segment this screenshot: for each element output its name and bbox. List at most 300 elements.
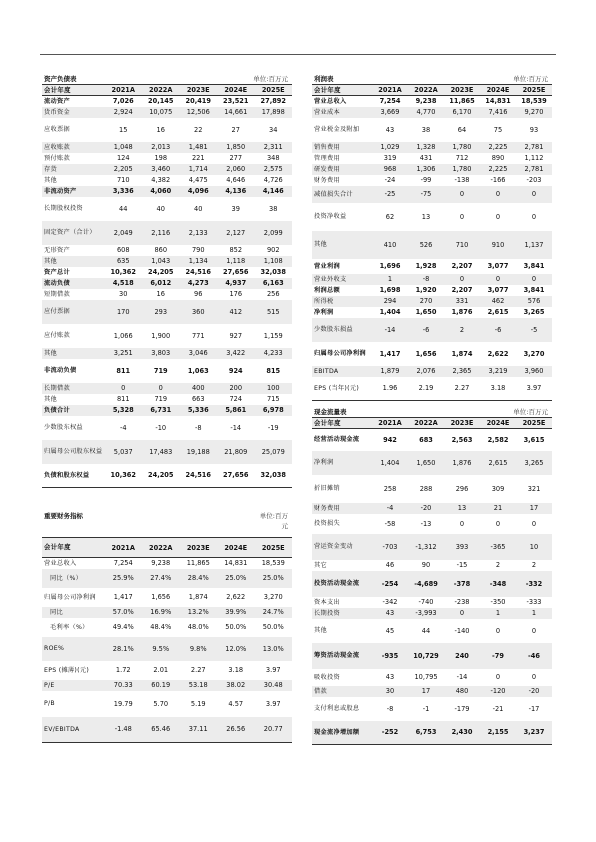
row-value: 771 — [191, 331, 205, 340]
table-row — [42, 717, 292, 743]
row-value: -8 — [386, 704, 394, 713]
row-value: 2,615 — [488, 458, 508, 467]
table-row — [312, 475, 552, 503]
row-value: 2.19 — [408, 377, 444, 401]
row-value: 5,861 — [225, 406, 247, 414]
row-value: 7,026 — [112, 97, 134, 106]
row-value: 15 — [119, 125, 128, 134]
row-value: -8 — [422, 275, 430, 283]
row-value: 40 — [156, 204, 165, 213]
row-value: 1,417 — [379, 349, 401, 358]
year-header: 2025E — [516, 85, 552, 96]
table-row — [312, 259, 552, 274]
row-value: 1,780 — [452, 143, 472, 151]
row-value: -21 — [492, 704, 504, 713]
row-label: EBITDA — [314, 367, 339, 375]
row-value: 93 — [529, 125, 539, 134]
row-value: 1,874 — [188, 593, 208, 601]
row-value: -254 — [381, 579, 399, 588]
row-value: 37.11 — [180, 717, 218, 743]
row-value: 1,876 — [451, 308, 473, 316]
row-value: 6,163 — [262, 279, 284, 287]
row-value: 0 — [531, 519, 537, 528]
table-row — [312, 597, 552, 608]
row-value: 852 — [229, 246, 243, 254]
table-row — [312, 107, 552, 118]
row-value: 24.7% — [262, 608, 284, 616]
row-value: 57.0% — [112, 608, 134, 616]
row-value: -19 — [267, 423, 279, 432]
table-row — [42, 300, 292, 324]
row-value: -14 — [384, 325, 396, 334]
row-label: 借款 — [314, 687, 327, 695]
table-row — [42, 153, 292, 164]
row-value: 90 — [421, 561, 431, 569]
table-row — [42, 221, 292, 245]
row-value: 3,219 — [488, 367, 508, 375]
table-row — [312, 686, 552, 697]
row-value: 30 — [385, 687, 395, 695]
row-label: 流动资产 — [44, 97, 70, 105]
row-value: -24 — [384, 176, 396, 184]
row-value: 902 — [266, 246, 280, 254]
row-value: 2,582 — [487, 435, 509, 444]
row-value: -252 — [372, 721, 408, 745]
row-value: 4,096 — [187, 187, 209, 195]
row-label: 资产总计 — [44, 268, 70, 276]
row-value: -935 — [381, 651, 399, 660]
row-label: 营业总收入 — [314, 97, 347, 105]
row-value: 3,960 — [524, 367, 544, 375]
row-value: 724 — [229, 395, 243, 403]
row-value: 44 — [119, 204, 128, 213]
row-value: 3,046 — [188, 349, 208, 357]
row-value: 27 — [231, 125, 240, 134]
table-row — [42, 324, 292, 348]
row-label: 其他 — [44, 395, 57, 403]
row-value: 39 — [231, 204, 240, 213]
row-value: 1,879 — [380, 367, 400, 375]
row-value: 49.4% — [112, 623, 134, 631]
table-header-row — [312, 85, 552, 96]
year-header: 2025E — [255, 85, 293, 96]
row-label: 负债和股东权益 — [42, 464, 105, 488]
row-value: 2.27 — [444, 377, 480, 401]
row-value: 2.01 — [153, 666, 169, 674]
row-label: 吸收投资 — [314, 673, 340, 681]
table-row — [312, 697, 552, 721]
row-value: -138 — [454, 176, 470, 184]
row-value: -350 — [490, 598, 506, 606]
row-value: 10,075 — [149, 108, 173, 116]
year-header: 2024E — [480, 85, 516, 96]
row-value: 526 — [419, 240, 433, 249]
row-value: 96 — [194, 290, 203, 298]
table-row — [312, 186, 552, 203]
table-row — [42, 607, 292, 618]
row-value: -703 — [382, 542, 398, 551]
row-value: 7,416 — [488, 108, 508, 116]
row-label: 现金流净增加额 — [312, 721, 372, 745]
row-value: 5,336 — [187, 406, 209, 414]
table-row — [42, 464, 292, 488]
row-value: 4,146 — [262, 187, 284, 195]
row-value: 18,539 — [521, 97, 547, 106]
row-label: P/E — [44, 681, 55, 689]
year-header: 2022A — [142, 85, 180, 96]
row-value: 4,273 — [187, 279, 209, 287]
row-value: 2,155 — [480, 721, 516, 745]
row-value: 815 — [266, 366, 281, 375]
row-value: 811 — [116, 366, 131, 375]
row-value: 9,238 — [415, 97, 437, 106]
row-value: 2,924 — [113, 108, 133, 116]
table-row — [42, 278, 292, 289]
row-value: -14 — [230, 423, 242, 432]
row-value: 1,656 — [415, 349, 437, 358]
row-label: EPS (摊薄)(元) — [44, 666, 90, 674]
header-label: 会计年度 — [312, 85, 372, 96]
row-value: 21,809 — [224, 447, 248, 456]
table-row — [42, 394, 292, 405]
table-row — [312, 342, 552, 366]
row-value: 462 — [491, 297, 505, 305]
row-value: 0 — [495, 519, 501, 528]
table-row — [312, 669, 552, 686]
row-value: 1 — [495, 609, 501, 617]
row-value: 170 — [116, 307, 130, 316]
row-value: -4,689 — [414, 579, 438, 588]
table-header-row — [42, 538, 292, 558]
row-value: 0 — [495, 626, 501, 635]
row-value: 2 — [495, 561, 501, 569]
row-value: 890 — [491, 154, 505, 162]
row-value: 0 — [459, 190, 465, 198]
row-value: -4 — [119, 423, 127, 432]
row-value: 480 — [455, 687, 469, 695]
row-label: P/B — [44, 700, 55, 707]
row-value: 309 — [491, 484, 505, 493]
table-row — [42, 359, 292, 383]
table-row — [42, 289, 292, 300]
table-row — [312, 142, 552, 153]
row-label: 投资净收益 — [314, 213, 347, 220]
row-value: 1,108 — [263, 257, 283, 265]
row-value: 43 — [385, 609, 395, 617]
row-label: 应付账款 — [44, 332, 70, 339]
row-label: 营业外收支 — [314, 275, 347, 283]
table-row — [42, 348, 292, 359]
row-value: 9.8% — [189, 644, 207, 653]
row-value: -13 — [420, 519, 432, 528]
row-value: 38.02 — [226, 681, 246, 689]
row-label: 研发费用 — [314, 165, 340, 173]
row-value: 3,077 — [487, 286, 509, 294]
table-row — [42, 197, 292, 221]
table-row — [312, 153, 552, 164]
row-label: 应付票据 — [44, 308, 70, 315]
row-value: 0 — [531, 275, 537, 283]
row-value: 62 — [385, 212, 395, 221]
row-value: 9,238 — [151, 559, 171, 568]
row-value: -1.48 — [105, 717, 143, 743]
row-label: 负债合计 — [44, 406, 70, 414]
row-value: 0 — [459, 275, 465, 283]
row-value: 1,063 — [187, 366, 209, 375]
row-value: -20 — [528, 687, 540, 695]
row-value: 3.97 — [516, 377, 552, 401]
row-value: 0 — [495, 212, 501, 221]
row-value: 2 — [459, 325, 465, 334]
row-value: 1,043 — [151, 257, 171, 265]
table-row — [42, 637, 292, 661]
header-label: 会计年度 — [312, 418, 372, 429]
row-value: 1,850 — [226, 143, 246, 151]
row-value: -179 — [454, 704, 470, 713]
row-label: 减值损失合计 — [314, 190, 353, 198]
row-value: -203 — [526, 176, 542, 184]
row-value: 608 — [116, 246, 130, 254]
row-value: -4 — [386, 504, 394, 512]
row-value: -15 — [456, 561, 468, 569]
row-value: 43 — [385, 673, 395, 681]
balance-sheet-panel — [42, 72, 292, 488]
table-row — [42, 588, 292, 607]
row-value: 1,928 — [415, 262, 437, 270]
row-label: 其他 — [314, 627, 327, 634]
row-label: 管理费用 — [314, 154, 340, 162]
row-value: -1,312 — [415, 542, 437, 551]
row-value: 1,650 — [415, 308, 437, 316]
row-value: 2,076 — [416, 367, 436, 375]
row-value: 60.19 — [151, 681, 171, 689]
table-row — [312, 377, 552, 401]
row-label: 利润总额 — [314, 286, 340, 294]
year-header: 2021A — [105, 538, 143, 558]
row-label: 归属母公司股东权益 — [44, 448, 103, 455]
row-value: 1,696 — [379, 262, 401, 270]
row-value: 4,382 — [151, 176, 171, 184]
row-value: 790 — [191, 246, 205, 254]
row-label: 固定资产（合计） — [44, 229, 96, 236]
row-value: 4,136 — [225, 187, 247, 195]
row-value: 1,134 — [188, 257, 208, 265]
year-header: 2025E — [255, 538, 293, 558]
row-value: 75 — [493, 125, 503, 134]
row-value: 3,841 — [523, 286, 545, 294]
row-value: 20,145 — [148, 97, 174, 106]
row-value: 14,831 — [224, 559, 248, 568]
row-value: 2,060 — [226, 165, 246, 173]
key-indicators-title: 重要财务指标 — [44, 512, 83, 520]
row-value: 0 — [531, 626, 537, 635]
row-value: 21 — [493, 504, 503, 512]
table-row — [312, 296, 552, 307]
row-value: -166 — [490, 176, 506, 184]
balance-sheet-table — [42, 84, 292, 488]
row-value: 50.0% — [225, 623, 247, 631]
row-value: 1 — [531, 609, 537, 617]
row-value: 910 — [491, 240, 505, 249]
row-value: 17 — [421, 687, 431, 695]
row-value: 0 — [459, 609, 465, 617]
row-value: -740 — [418, 598, 434, 606]
key-indicators-unit: 单位:百万元 — [259, 512, 288, 530]
row-value: 635 — [116, 257, 130, 265]
table-row — [312, 285, 552, 296]
table-row — [42, 440, 292, 464]
row-value: 2,781 — [524, 143, 544, 151]
row-value: 331 — [455, 297, 469, 305]
row-value: 13 — [421, 212, 431, 221]
row-value: 2,133 — [188, 228, 208, 237]
row-label: 应收账款 — [44, 143, 70, 151]
row-value: -1 — [422, 704, 430, 713]
row-value: 6,170 — [452, 108, 472, 116]
row-value: 17 — [529, 504, 539, 512]
table-row — [312, 366, 552, 377]
row-value: 2,116 — [151, 228, 171, 237]
balance-sheet-unit: 单位:百万元 — [253, 75, 288, 83]
row-value: 4,770 — [416, 108, 436, 116]
row-label: 经营活动现金流 — [314, 436, 360, 444]
row-value: 39.9% — [225, 608, 247, 616]
row-value: 0 — [495, 190, 501, 198]
row-label: 长期借款 — [44, 384, 70, 392]
row-value: 11,865 — [186, 559, 210, 568]
row-value: 13.0% — [262, 644, 284, 653]
cash-flow-title: 现金流量表 — [314, 408, 347, 416]
table-row — [312, 274, 552, 285]
row-value: 6,012 — [150, 279, 172, 287]
table-header-row — [312, 418, 552, 429]
year-header: 2021A — [372, 85, 408, 96]
row-value: 2,225 — [488, 143, 508, 151]
table-header-row — [42, 85, 292, 96]
row-value: 3,841 — [523, 262, 545, 270]
row-value: -79 — [492, 651, 504, 660]
row-value: 200 — [229, 384, 243, 392]
row-value: 100 — [266, 384, 280, 392]
table-row — [42, 186, 292, 197]
row-value: 18,539 — [261, 559, 285, 568]
row-value: 1,876 — [452, 458, 472, 467]
table-row — [312, 619, 552, 643]
row-value: 431 — [419, 154, 433, 162]
row-value: 4,518 — [112, 279, 134, 287]
table-row — [312, 118, 552, 142]
table-row — [42, 256, 292, 267]
row-label: 投资损失 — [314, 520, 340, 527]
row-value: 3,270 — [263, 593, 283, 601]
year-header: 2022A — [408, 85, 444, 96]
row-value: 0 — [121, 384, 126, 392]
row-value: 1,159 — [263, 331, 283, 340]
row-label: 少数股东权益 — [44, 424, 83, 431]
row-value: 19.79 — [113, 699, 133, 708]
row-value: 70.33 — [113, 681, 133, 689]
row-label: EPS (当年)(元) — [312, 377, 372, 401]
row-value: -5 — [530, 325, 538, 334]
row-value: -14 — [456, 673, 468, 681]
year-header: 2025E — [516, 418, 552, 429]
row-value: 16.9% — [150, 608, 172, 616]
row-value: 2,311 — [263, 143, 283, 151]
row-label: 支付利息或股息 — [314, 705, 360, 712]
row-label: 营运资金变动 — [314, 543, 353, 550]
row-value: 3,251 — [113, 349, 133, 357]
row-value: 288 — [419, 484, 433, 493]
table-row — [42, 118, 292, 142]
table-row — [42, 661, 292, 680]
cash-flow-table — [312, 417, 552, 745]
table-row — [42, 96, 292, 107]
row-value: 968 — [383, 165, 397, 173]
row-value: 1.72 — [115, 666, 131, 674]
row-value: -332 — [525, 579, 543, 588]
row-value: 14,661 — [224, 108, 248, 116]
row-value: 811 — [116, 395, 130, 403]
income-statement-title: 利润表 — [314, 75, 334, 83]
row-value: 360 — [191, 307, 205, 316]
row-value: 4,233 — [263, 349, 283, 357]
row-value: 1,066 — [113, 331, 133, 340]
row-value: -25 — [384, 190, 396, 198]
row-value: 25.0% — [225, 574, 247, 582]
row-value: 1,650 — [416, 458, 436, 467]
key-indicators-panel — [42, 507, 292, 743]
row-value: 13.2% — [187, 608, 209, 616]
table-row — [42, 142, 292, 153]
income-statement-unit: 单位:百万元 — [513, 75, 548, 83]
year-header: 2024E — [480, 418, 516, 429]
table-row — [42, 416, 292, 440]
row-value: 927 — [229, 331, 243, 340]
year-header: 2023E — [180, 85, 218, 96]
row-value: 16 — [156, 125, 165, 134]
header-label: 会计年度 — [42, 538, 105, 558]
row-value: 176 — [229, 290, 243, 298]
table-row — [42, 569, 292, 588]
row-value: 198 — [154, 154, 168, 162]
row-label: 营业成本 — [314, 108, 340, 116]
row-value: 124 — [116, 154, 130, 162]
row-value: 3,237 — [516, 721, 552, 745]
table-row — [42, 164, 292, 175]
row-label: 其它 — [314, 561, 327, 569]
row-value: 0 — [531, 212, 537, 221]
row-value: 683 — [419, 435, 433, 444]
row-value: 30.48 — [263, 681, 283, 689]
table-row — [312, 203, 552, 231]
row-value: 515 — [266, 307, 280, 316]
row-value: 9,270 — [524, 108, 544, 116]
row-value: -20 — [420, 504, 432, 512]
row-value: -238 — [454, 598, 470, 606]
table-row — [312, 514, 552, 534]
row-value: 23,521 — [223, 97, 249, 106]
row-value: 6,753 — [408, 721, 444, 745]
row-value: 0 — [459, 212, 465, 221]
row-value: -8 — [194, 423, 202, 432]
table-row — [42, 691, 292, 717]
row-value: 400 — [191, 384, 205, 392]
row-label: 其他 — [44, 176, 57, 184]
table-row — [312, 451, 552, 475]
row-value: 256 — [266, 290, 280, 298]
row-value: 715 — [266, 395, 280, 403]
row-value: 1,048 — [113, 143, 133, 151]
